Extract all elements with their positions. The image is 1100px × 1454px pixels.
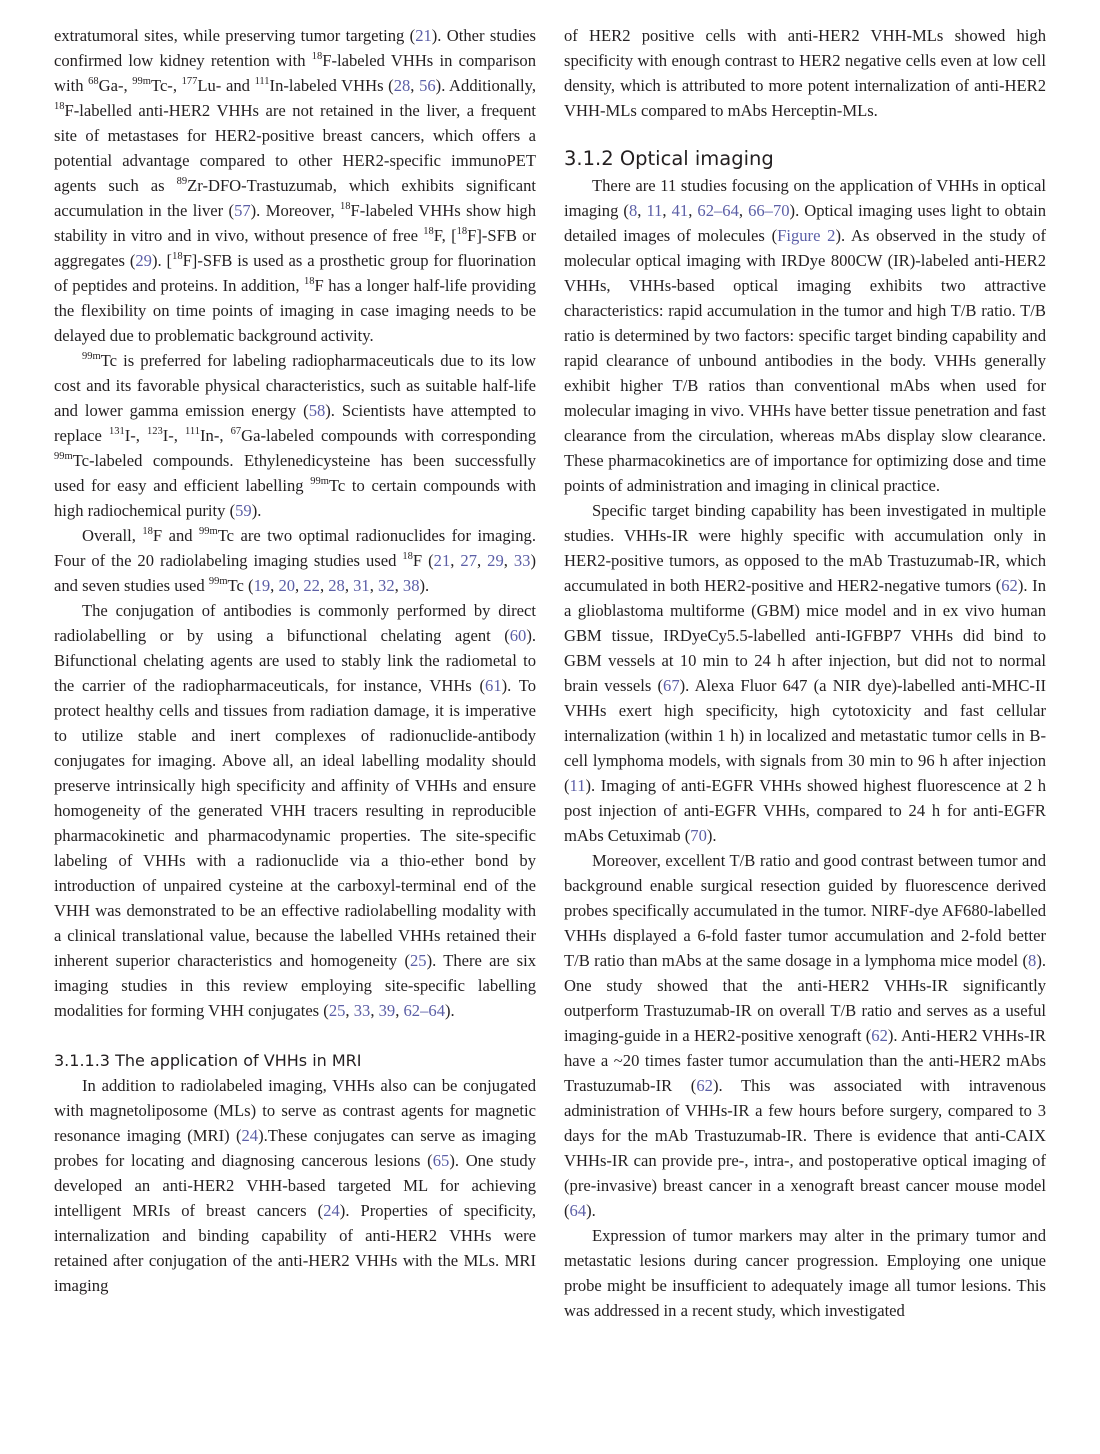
isotope-superscript: 99m bbox=[54, 451, 73, 462]
text-run: There are 11 studies focusing on the application of VHHs in optical imaging ( bbox=[564, 176, 1046, 220]
text-run: F-labelled anti-HER2 VHHs are not retained in the liver, a frequent site of metastases for HER2-positive breast cancers, which offers a potential advantage compared to other HER2-specific immunoPET agents such as bbox=[54, 101, 536, 195]
text-run: , bbox=[344, 576, 354, 595]
paragraph-conjugation bbox=[54, 598, 536, 1023]
text-run: Overall, bbox=[82, 526, 143, 545]
isotope-superscript: 18 bbox=[423, 226, 434, 237]
text-run: ). Properties of specificity, internalization and binding capability of anti-HER2 VHHs were retained after conjugation of the anti-HER2 VHHs with the MLs. MRI imaging bbox=[54, 1201, 536, 1295]
isotope-superscript: 177 bbox=[181, 76, 198, 87]
isotope-superscript: 18 bbox=[303, 276, 315, 287]
citation-link[interactable]: 11 bbox=[646, 201, 663, 220]
text-run: Moreover, excellent T/B ratio and good contrast between tumor and background enable surgical resection guided by fluorescence derived probes specifically accumulated in the tumor. NIRF-dye AF680-labelled VHHs displayed a 6-fold faster tumor accumulation and 2-fold better T/B ratio than mAbs at the same dosage in a lymphoma mice model ( bbox=[564, 851, 1046, 970]
citation-link[interactable]: 33 bbox=[353, 1001, 371, 1020]
text-run: ). Alexa Fluor 647 (a NIR dye)-labelled anti-MHC-II VHHs exert high specificity, high cytotoxicity and fast cellular internalization (within 1 h) in localized and metastatic tumor cells in B-cell lymphoma models, with signals from 30 min to 96 h after injection ( bbox=[564, 676, 1046, 795]
isotope-superscript: 18 bbox=[456, 226, 468, 237]
text-run: ). One study showed that the anti-HER2 VHHs-IR significantly outperform Trastuzumab-IR on overall T/B ratio and serves as a useful imaging-guide in a HER2-positive xenograft ( bbox=[564, 951, 1046, 1045]
text-run: , bbox=[345, 1001, 354, 1020]
text-run: , bbox=[738, 201, 749, 220]
text-run: In-labeled VHHs ( bbox=[269, 76, 394, 95]
citation-link[interactable]: 11 bbox=[569, 776, 586, 795]
text-run: Expression of tumor markers may alter in the primary tumor and metastatic lesions during cancer progression. Employing one unique probe might be insufficient to adequately image all tumor lesions. This was addressed in a recent study, which investigated bbox=[564, 1226, 1046, 1320]
citation-link[interactable]: 67 bbox=[663, 676, 680, 695]
text-run: , bbox=[410, 76, 420, 95]
text-run: , bbox=[369, 576, 379, 595]
citation-link[interactable]: 33 bbox=[513, 551, 531, 570]
isotope-superscript: 67 bbox=[230, 426, 242, 437]
text-run: , bbox=[477, 551, 488, 570]
text-run: Lu- and bbox=[197, 76, 255, 95]
citation-link[interactable]: 25 bbox=[328, 1001, 346, 1020]
isotope-superscript: 111 bbox=[254, 76, 270, 87]
text-run: , bbox=[450, 551, 461, 570]
isotope-superscript: 18 bbox=[142, 526, 153, 537]
text-run: F, [ bbox=[433, 226, 457, 245]
citation-link[interactable]: 62 bbox=[1001, 576, 1018, 595]
paragraph-radiolabel-18f bbox=[54, 23, 536, 348]
paragraph-target-binding bbox=[564, 498, 1046, 848]
text-run: Specific target binding capability has been investigated in multiple studies. VHHs-IR were highly specific with accumulation only in HER2-positive tumors, as opposed to the mAb Trastuzumab-IR, which accumulated in both HER2-positive and HER2-negative tumors ( bbox=[564, 501, 1046, 595]
isotope-superscript: 99m bbox=[208, 576, 228, 587]
text-run: , bbox=[394, 576, 403, 595]
text-run: ). As observed in the study of molecular optical imaging with IRDye 800CW (IR)-labeled anti-HER2 VHHs, VHHs-based optical imaging exhibits two attractive characteristics: rapid accumulation in the tumor and high T/B ratio. T/B ratio is determined by two factors: specific target binding capability and rapid clearance of unbound antibodies in the body. VHHs generally exhibit higher T/B ratios than conventional mAbs when used for molecular imaging in vivo. VHHs have better tissue penetration and fast clearance from the circulation, whereas mAbs display slow clearance. These pharmacokinetics are of importance for optimizing dose and time points of administration and imaging in clinical practice. bbox=[564, 226, 1046, 495]
text-run: ). One study developed an anti-HER2 VHH-based targeted ML for achieving intelligent MRIs of breast cancers ( bbox=[54, 1151, 536, 1220]
citation-link[interactable]: 70 bbox=[690, 826, 707, 845]
paragraph-mri bbox=[54, 1073, 536, 1298]
isotope-superscript: 99m bbox=[310, 476, 329, 487]
citation-link[interactable]: 62–64 bbox=[697, 201, 739, 220]
text-run: ). This was associated with intravenous administration of VHHs-IR a few hours before surgery, compared to 3 days for the mAb Trastuzumab-IR. There is evidence that anti-CAIX VHHs-IR can provide pre-, intra-, and postoperative optical imaging of (pre-invasive) breast cancer in a xenograft breast cancer mouse model ( bbox=[564, 1076, 1046, 1220]
text-run: ). In a glioblastoma multiforme (GBM) mice model and in ex vivo human GBM tissue, IRDyeCy5.5-labelled anti-IGFBP7 VHHs did bind to GBM vessels at 10 min to 24 h after injection, but did not to normal brain vessels ( bbox=[564, 576, 1046, 695]
text-run: I-, bbox=[162, 426, 186, 445]
citation-link[interactable]: 28 bbox=[393, 76, 411, 95]
citation-link[interactable]: 20 bbox=[278, 576, 296, 595]
text-run: The conjugation of antibodies is commonly performed by direct radiolabelling or by using a bifunctional chelating agent ( bbox=[54, 601, 536, 645]
text-run: ). Anti-HER2 VHHs-IR have a ~20 times faster tumor accumulation than the anti-HER2 mAbs Trastuzumab-IR ( bbox=[564, 1026, 1046, 1095]
citation-link[interactable]: 62 bbox=[696, 1076, 713, 1095]
citation-link[interactable]: 29 bbox=[487, 551, 504, 570]
text-run: ). To protect healthy cells and tissues from radiation damage, it is imperative to utilize stable and inert complexes of radionuclide-antibody conjugates for imaging. Above all, an ideal labelling modality should preserve intrinsically high specificity and affinity of VHHs and ensure homogeneity of the generated VHH tracers resulting in reproducible pharmacokinetic and pharmacodynamic properties. The site-specific labeling of VHHs with a radionuclide via a thio-ether bond by introduction of unpaired cysteine at the carboxyl-terminal end of the VHH was demonstrated to be an effective radiolabelling modality with a clinical translational value, because the labelled VHHs retained their inherent superior characteristics and homogeneity ( bbox=[54, 676, 537, 970]
citation-link[interactable]: 61 bbox=[485, 676, 502, 695]
citation-link[interactable]: 58 bbox=[308, 401, 326, 420]
citation-link[interactable]: 24 bbox=[323, 1201, 340, 1220]
text-run: , bbox=[370, 1001, 379, 1020]
text-run: ). bbox=[586, 1201, 596, 1220]
text-run: , bbox=[503, 551, 514, 570]
citation-link[interactable]: 31 bbox=[353, 576, 370, 595]
paragraph-99mtc bbox=[54, 348, 536, 523]
text-run: ).These conjugates can serve as imaging probes for locating and diagnosing cancerous lesions ( bbox=[54, 1126, 536, 1170]
text-run: ). Optical imaging uses light to obtain detailed images of molecules ( bbox=[564, 201, 1047, 245]
isotope-superscript: 18 bbox=[54, 101, 65, 112]
figure-link[interactable]: Figure 2 bbox=[777, 226, 836, 245]
text-run: Tc-, bbox=[150, 76, 182, 95]
citation-link[interactable]: 57 bbox=[234, 201, 251, 220]
text-run: Tc ( bbox=[227, 576, 254, 595]
citation-link[interactable]: 32 bbox=[378, 576, 395, 595]
citation-link[interactable]: 8 bbox=[628, 201, 638, 220]
text-run: , bbox=[319, 576, 329, 595]
citation-link[interactable]: 38 bbox=[402, 576, 420, 595]
text-run: F]-SFB or aggregates ( bbox=[54, 226, 536, 270]
text-run: F-labeled VHHs show high stability in vitro and in vivo, without presence of free bbox=[54, 201, 537, 245]
text-run: In-, bbox=[200, 426, 231, 445]
isotope-superscript: 89 bbox=[176, 176, 188, 187]
text-run: ). Scientists have attempted to replace bbox=[54, 401, 537, 445]
right-column bbox=[564, 23, 1046, 1323]
text-run: ). bbox=[706, 826, 717, 845]
citation-link[interactable]: 21 bbox=[433, 551, 451, 570]
citation-link[interactable]: 62 bbox=[871, 1026, 888, 1045]
text-run: ). [ bbox=[151, 251, 173, 270]
text-run: , bbox=[637, 201, 647, 220]
citation-link[interactable]: 64 bbox=[569, 1201, 587, 1220]
citation-link[interactable]: 21 bbox=[415, 26, 432, 45]
citation-link[interactable]: 59 bbox=[235, 501, 252, 520]
citation-link[interactable]: 29 bbox=[135, 251, 152, 270]
isotope-superscript: 68 bbox=[88, 76, 99, 87]
paragraph-surgical-resection bbox=[564, 848, 1046, 1223]
text-run: ). bbox=[444, 1001, 455, 1020]
isotope-superscript: 18 bbox=[172, 251, 183, 262]
citation-link[interactable]: 41 bbox=[671, 201, 689, 220]
text-run: Tc-labeled compounds. Ethylenedicysteine has been successfully used for easy and efficient labelling bbox=[54, 451, 536, 495]
isotope-superscript: 99m bbox=[82, 351, 101, 362]
text-run: Zr-DFO-Trastuzumab, which exhibits significant accumulation in the liver ( bbox=[54, 176, 536, 220]
text-run: ). Moreover, bbox=[250, 201, 341, 220]
citation-link[interactable]: 60 bbox=[509, 626, 527, 645]
isotope-superscript: 99m bbox=[132, 76, 151, 87]
citation-link[interactable]: 19 bbox=[253, 576, 271, 595]
text-run: F and bbox=[152, 526, 200, 545]
citation-link[interactable]: 66–70 bbox=[748, 201, 790, 220]
text-run: Ga-labeled compounds with corresponding bbox=[241, 426, 537, 445]
text-run: ). bbox=[251, 501, 262, 520]
citation-link[interactable]: 65 bbox=[432, 1151, 450, 1170]
text-run: , bbox=[688, 201, 698, 220]
text-run: ). There are six imaging studies in this review employing site-specific labelling modalities for forming VHH conjugates ( bbox=[54, 951, 536, 1020]
isotope-superscript: 123 bbox=[147, 426, 163, 437]
text-run: F]-SFB is used as a prosthetic group for fluorination of peptides and proteins. In addition, bbox=[54, 251, 536, 295]
citation-link[interactable]: 62–64 bbox=[403, 1001, 445, 1020]
text-run: , bbox=[270, 576, 279, 595]
paragraph-tumor-markers bbox=[564, 1223, 1046, 1323]
isotope-superscript: 99m bbox=[199, 526, 218, 537]
text-run: , bbox=[395, 1001, 404, 1020]
text-run: Tc is preferred for labeling radiopharmaceuticals due to its low cost and its favorable physical characteristics, such as suitable half-life and lower gamma emission energy ( bbox=[54, 351, 536, 420]
left-column bbox=[54, 23, 536, 1298]
text-run: ). Imaging of anti-EGFR VHHs showed highest fluorescence at 2 h post injection of anti-EGFR VHHs, compared to 24 h for anti-EGFR mAbs Cetuximab ( bbox=[564, 776, 1046, 845]
heading-optical-imaging: 3.1.2 Optical imaging bbox=[564, 147, 774, 170]
paragraph-optimal-radionuclides bbox=[54, 523, 536, 598]
text-run: extratumoral sites, while preserving tumor targeting ( bbox=[54, 26, 416, 45]
text-run: , bbox=[662, 201, 672, 220]
text-run: I-, bbox=[124, 426, 147, 445]
text-run: Tc to certain compounds with high radiochemical purity ( bbox=[54, 476, 536, 520]
text-run: ). Additionally, bbox=[435, 76, 537, 95]
text-run: ). Bifunctional chelating agents are used to stably link the radiometal to the carrier of the radiopharmaceuticals, for instance, VHHs ( bbox=[54, 626, 536, 695]
paragraph-mri-continued bbox=[564, 23, 1046, 123]
heading-mri: 3.1.1.3 The application of VHHs in MRI bbox=[54, 1051, 362, 1070]
text-run: F-labeled VHHs in comparison with bbox=[54, 51, 537, 95]
text-run: F has a longer half-life providing the flexibility on time points of imaging in case imaging needs to be delayed due to problematic background activity. bbox=[54, 276, 536, 345]
citation-link[interactable]: 56 bbox=[419, 76, 436, 95]
paragraph-optical-intro bbox=[564, 173, 1046, 498]
text-run: ). bbox=[419, 576, 430, 595]
text-run: F ( bbox=[412, 551, 434, 570]
citation-link[interactable]: 24 bbox=[241, 1126, 259, 1145]
isotope-superscript: 131 bbox=[108, 426, 125, 437]
text-run: In addition to radiolabeled imaging, VHHs also can be conjugated with magnetoliposome (MLs) to serve as contrast agents for magnetic resonance imaging (MRI) ( bbox=[54, 1076, 536, 1145]
citation-link[interactable]: 28 bbox=[328, 576, 345, 595]
citation-link[interactable]: 22 bbox=[303, 576, 320, 595]
isotope-superscript: 111 bbox=[185, 426, 201, 437]
isotope-superscript: 18 bbox=[402, 551, 413, 562]
isotope-superscript: 18 bbox=[340, 201, 351, 212]
text-run: ). Other studies confirmed low kidney retention with bbox=[54, 26, 536, 70]
citation-link[interactable]: 8 bbox=[1028, 951, 1037, 970]
text-run: , bbox=[295, 576, 304, 595]
citation-link[interactable]: 27 bbox=[460, 551, 477, 570]
citation-link[interactable]: 25 bbox=[409, 951, 427, 970]
isotope-superscript: 18 bbox=[311, 51, 323, 62]
citation-link[interactable]: 39 bbox=[378, 1001, 396, 1020]
text-run: ) and seven studies used bbox=[54, 551, 536, 595]
text-run: Ga-, bbox=[98, 76, 133, 95]
text-run: Tc are two optimal radionuclides for imaging. Four of the 20 radiolabeling imaging studies used bbox=[54, 526, 537, 570]
text-run: of HER2 positive cells with anti-HER2 VHH-MLs showed high specificity with enough contrast to HER2 negative cells even at low cell density, which is attributed to more potent internalization of anti-HER2 VHH-MLs compared to mAbs Herceptin-MLs. bbox=[564, 26, 1046, 120]
